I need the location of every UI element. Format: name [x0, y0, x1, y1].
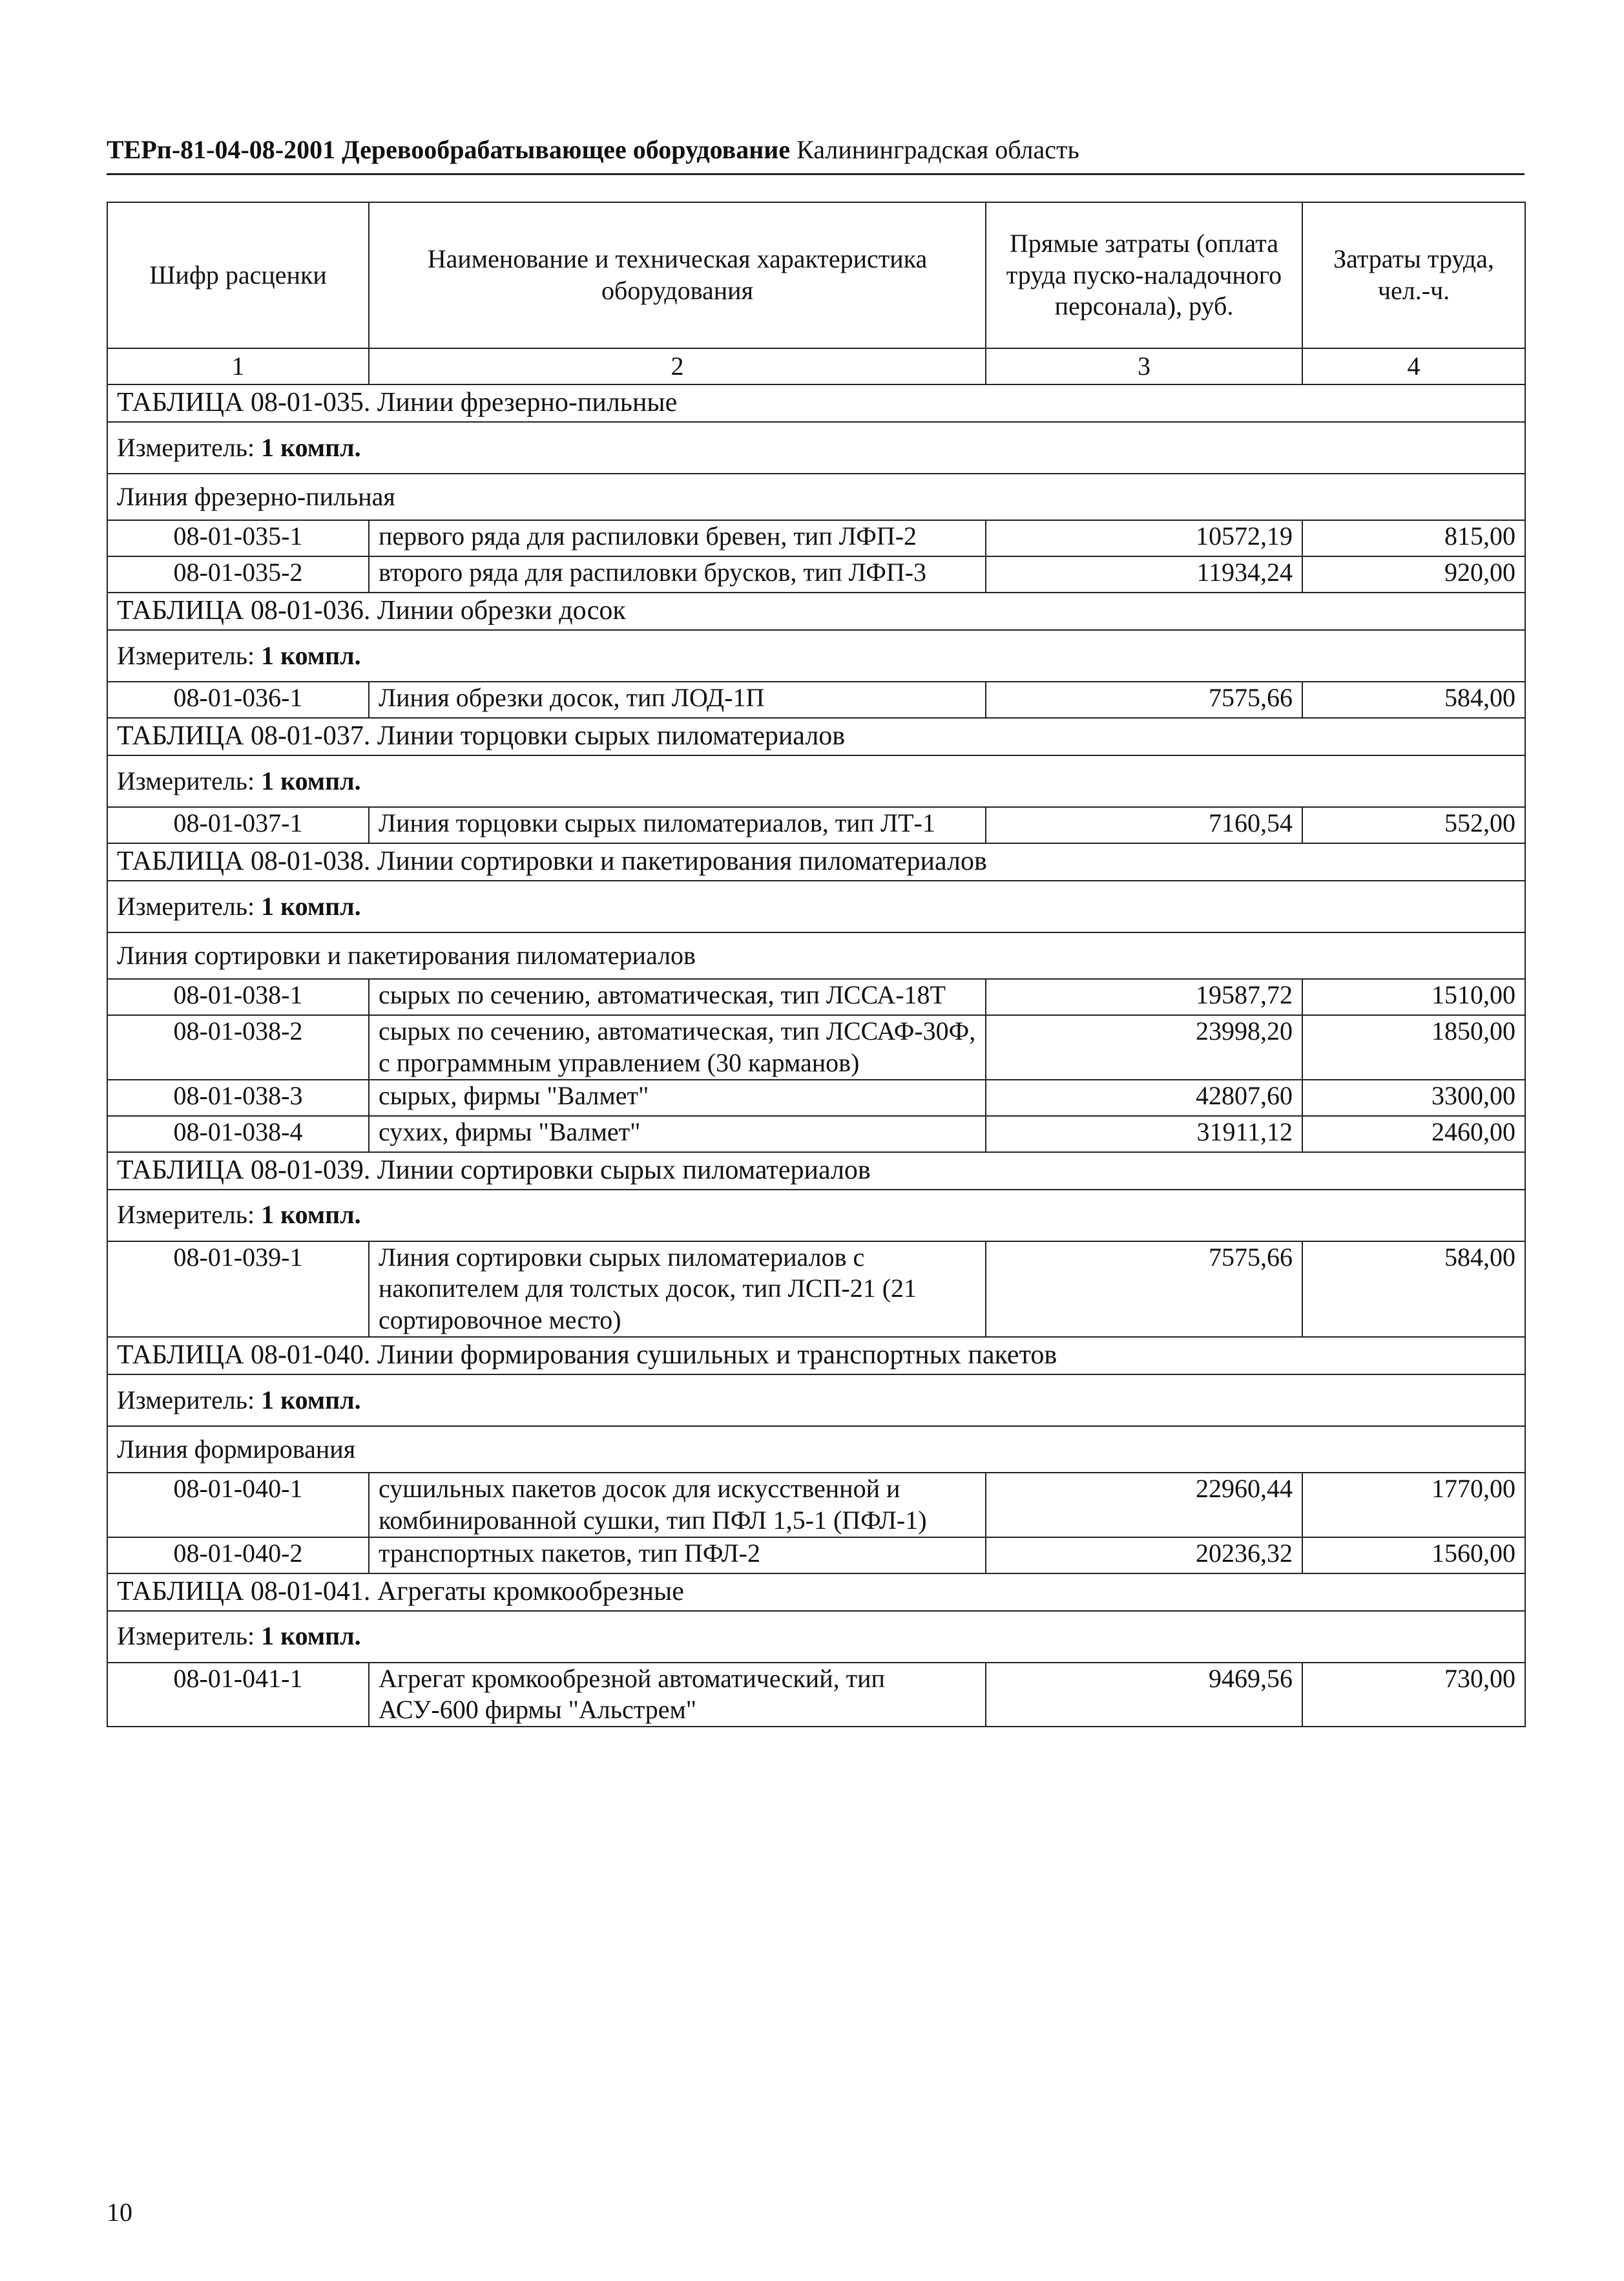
section-title: ТАБЛИЦА 08-01-035. Линии фрезерно-пильные — [107, 384, 1525, 422]
table-row — [107, 1663, 1525, 1727]
table-section-title — [107, 1573, 1525, 1611]
equipment-name: сухих, фирмы "Валмет" — [369, 1116, 986, 1152]
direct-cost: 10572,19 — [986, 520, 1302, 556]
table-row — [107, 807, 1525, 843]
labor-hours: 552,00 — [1302, 807, 1525, 843]
equipment-name: сырых по сечению, автоматическая, тип ЛССАФ-30Ф, с программным управлением (30 карманов) — [369, 1015, 986, 1080]
header-labor: Затраты труда, чел.-ч. — [1302, 202, 1525, 348]
row-group-subtitle: Линия формирования — [107, 1426, 1525, 1473]
equipment-name: Агрегат кромкообрезной автоматический, тип АСУ-600 фирмы "Альстрем" — [369, 1663, 986, 1727]
section-title: ТАБЛИЦА 08-01-037. Линии торцовки сырых пиломатериалов — [107, 718, 1525, 755]
table-section-title — [107, 1337, 1525, 1374]
meter-row — [107, 881, 1525, 932]
table-row — [107, 682, 1525, 718]
equipment-name: первого ряда для распиловки бревен, тип ЛФП-2 — [369, 520, 986, 556]
direct-cost: 23998,20 — [986, 1015, 1302, 1080]
column-headers — [107, 202, 1525, 348]
rate-code: 08-01-038-3 — [107, 1080, 369, 1116]
equipment-name: сушильных пакетов досок для искусственной и комбинированной сушки, тип ПФЛ 1,5-1 (ПФЛ-1) — [369, 1473, 986, 1537]
rate-code: 08-01-037-1 — [107, 807, 369, 843]
equipment-name: Линия торцовки сырых пиломатериалов, тип ЛТ-1 — [369, 807, 986, 843]
column-number: 4 — [1302, 348, 1525, 384]
table-row — [107, 979, 1525, 1015]
direct-cost: 7575,66 — [986, 1241, 1302, 1337]
table-body — [107, 384, 1525, 1727]
meter-cell — [107, 755, 1525, 807]
meter-cell — [107, 630, 1525, 682]
doc-region: Калининградская область — [796, 135, 1079, 164]
header-direct-cost: Прямые затраты (оплата труда пуско-наладочного персонала), руб. — [986, 202, 1302, 348]
table-row — [107, 1473, 1525, 1537]
equipment-name: Линия обрезки досок, тип ЛОД-1П — [369, 682, 986, 718]
meter-cell — [107, 1190, 1525, 1241]
rate-code: 08-01-040-1 — [107, 1473, 369, 1537]
labor-hours: 1850,00 — [1302, 1015, 1525, 1080]
direct-cost: 31911,12 — [986, 1116, 1302, 1152]
equipment-name: транспортных пакетов, тип ПФЛ-2 — [369, 1537, 986, 1573]
header-name: Наименование и техническая характеристика оборудования — [369, 202, 986, 348]
column-numbers — [107, 348, 1525, 384]
meter-row — [107, 1374, 1525, 1426]
table-row — [107, 1241, 1525, 1337]
doc-code: ТЕРп-81-04-08-2001 — [107, 135, 336, 164]
subtitle-row — [107, 1426, 1525, 1473]
meter-label: Измеритель: — [117, 1621, 255, 1651]
header-rule — [107, 173, 1525, 175]
rate-code: 08-01-036-1 — [107, 682, 369, 718]
row-group-subtitle: Линия сортировки и пакетирования пиломатериалов — [107, 932, 1525, 979]
rate-code: 08-01-035-1 — [107, 520, 369, 556]
table-section-title — [107, 843, 1525, 881]
header-code: Шифр расценки — [107, 202, 369, 348]
labor-hours: 1770,00 — [1302, 1473, 1525, 1537]
labor-hours: 584,00 — [1302, 682, 1525, 718]
page-number: 10 — [107, 2198, 132, 2227]
direct-cost: 7575,66 — [986, 682, 1302, 718]
table-section-title — [107, 718, 1525, 755]
labor-hours: 920,00 — [1302, 556, 1525, 593]
rate-code: 08-01-038-2 — [107, 1015, 369, 1080]
meter-row — [107, 630, 1525, 682]
subtitle-row — [107, 474, 1525, 520]
equipment-name: второго ряда для распиловки брусков, тип ЛФП-3 — [369, 556, 986, 593]
direct-cost: 9469,56 — [986, 1663, 1302, 1727]
direct-cost: 42807,60 — [986, 1080, 1302, 1116]
meter-cell — [107, 1611, 1525, 1663]
meter-label: Измеритель: — [117, 432, 255, 462]
meter-unit: 1 компл. — [261, 1200, 361, 1230]
labor-hours: 815,00 — [1302, 520, 1525, 556]
meter-unit: 1 компл. — [261, 1621, 361, 1651]
meter-row — [107, 755, 1525, 807]
meter-label: Измеритель: — [117, 891, 255, 921]
table-row — [107, 1015, 1525, 1080]
meter-cell — [107, 881, 1525, 932]
section-title: ТАБЛИЦА 08-01-038. Линии сортировки и пакетирования пиломатериалов — [107, 843, 1525, 881]
direct-cost: 7160,54 — [986, 807, 1302, 843]
meter-unit: 1 компл. — [261, 891, 361, 921]
direct-cost: 11934,24 — [986, 556, 1302, 593]
equipment-name: сырых, фирмы "Валмет" — [369, 1080, 986, 1116]
labor-hours: 3300,00 — [1302, 1080, 1525, 1116]
doc-title: Деревообрабатывающее оборудование — [342, 135, 791, 164]
direct-cost: 22960,44 — [986, 1473, 1302, 1537]
rate-code: 08-01-038-4 — [107, 1116, 369, 1152]
meter-label: Измеритель: — [117, 1385, 255, 1414]
row-group-subtitle: Линия фрезерно-пильная — [107, 474, 1525, 520]
meter-row — [107, 1190, 1525, 1241]
table-row — [107, 1537, 1525, 1573]
labor-hours: 1560,00 — [1302, 1537, 1525, 1573]
equipment-name: сырых по сечению, автоматическая, тип ЛССА-18Т — [369, 979, 986, 1015]
column-number: 3 — [986, 348, 1302, 384]
rate-code: 08-01-035-2 — [107, 556, 369, 593]
meter-unit: 1 компл. — [261, 766, 361, 795]
rates-table — [107, 202, 1526, 1727]
section-title: ТАБЛИЦА 08-01-036. Линии обрезки досок — [107, 593, 1525, 630]
rate-code: 08-01-038-1 — [107, 979, 369, 1015]
table-row — [107, 556, 1525, 593]
section-title: ТАБЛИЦА 08-01-040. Линии формирования сушильных и транспортных пакетов — [107, 1337, 1525, 1374]
direct-cost: 20236,32 — [986, 1537, 1302, 1573]
table-section-title — [107, 384, 1525, 422]
meter-label: Измеритель: — [117, 1200, 255, 1230]
labor-hours: 730,00 — [1302, 1663, 1525, 1727]
labor-hours: 584,00 — [1302, 1241, 1525, 1337]
table-row — [107, 1080, 1525, 1116]
rate-code: 08-01-041-1 — [107, 1663, 369, 1727]
meter-unit: 1 компл. — [261, 432, 361, 462]
rate-code: 08-01-040-2 — [107, 1537, 369, 1573]
meter-cell — [107, 422, 1525, 474]
meter-unit: 1 компл. — [261, 1385, 361, 1414]
meter-row — [107, 422, 1525, 474]
meter-unit: 1 компл. — [261, 640, 361, 670]
column-number: 1 — [107, 348, 369, 384]
meter-row — [107, 1611, 1525, 1663]
section-title: ТАБЛИЦА 08-01-041. Агрегаты кромкообрезные — [107, 1573, 1525, 1611]
labor-hours: 2460,00 — [1302, 1116, 1525, 1152]
section-title: ТАБЛИЦА 08-01-039. Линии сортировки сырых пиломатериалов — [107, 1152, 1525, 1190]
table-section-title — [107, 1152, 1525, 1190]
direct-cost: 19587,72 — [986, 979, 1302, 1015]
page-header — [107, 134, 1528, 165]
meter-cell — [107, 1374, 1525, 1426]
subtitle-row — [107, 932, 1525, 979]
table-row — [107, 520, 1525, 556]
column-number: 2 — [369, 348, 986, 384]
table-row — [107, 1116, 1525, 1152]
meter-label: Измеритель: — [117, 766, 255, 795]
labor-hours: 1510,00 — [1302, 979, 1525, 1015]
equipment-name: Линия сортировки сырых пиломатериалов с накопителем для толстых досок, тип ЛСП-21 (21 сортировочное место) — [369, 1241, 986, 1337]
meter-label: Измеритель: — [117, 640, 255, 670]
table-section-title — [107, 593, 1525, 630]
rate-code: 08-01-039-1 — [107, 1241, 369, 1337]
